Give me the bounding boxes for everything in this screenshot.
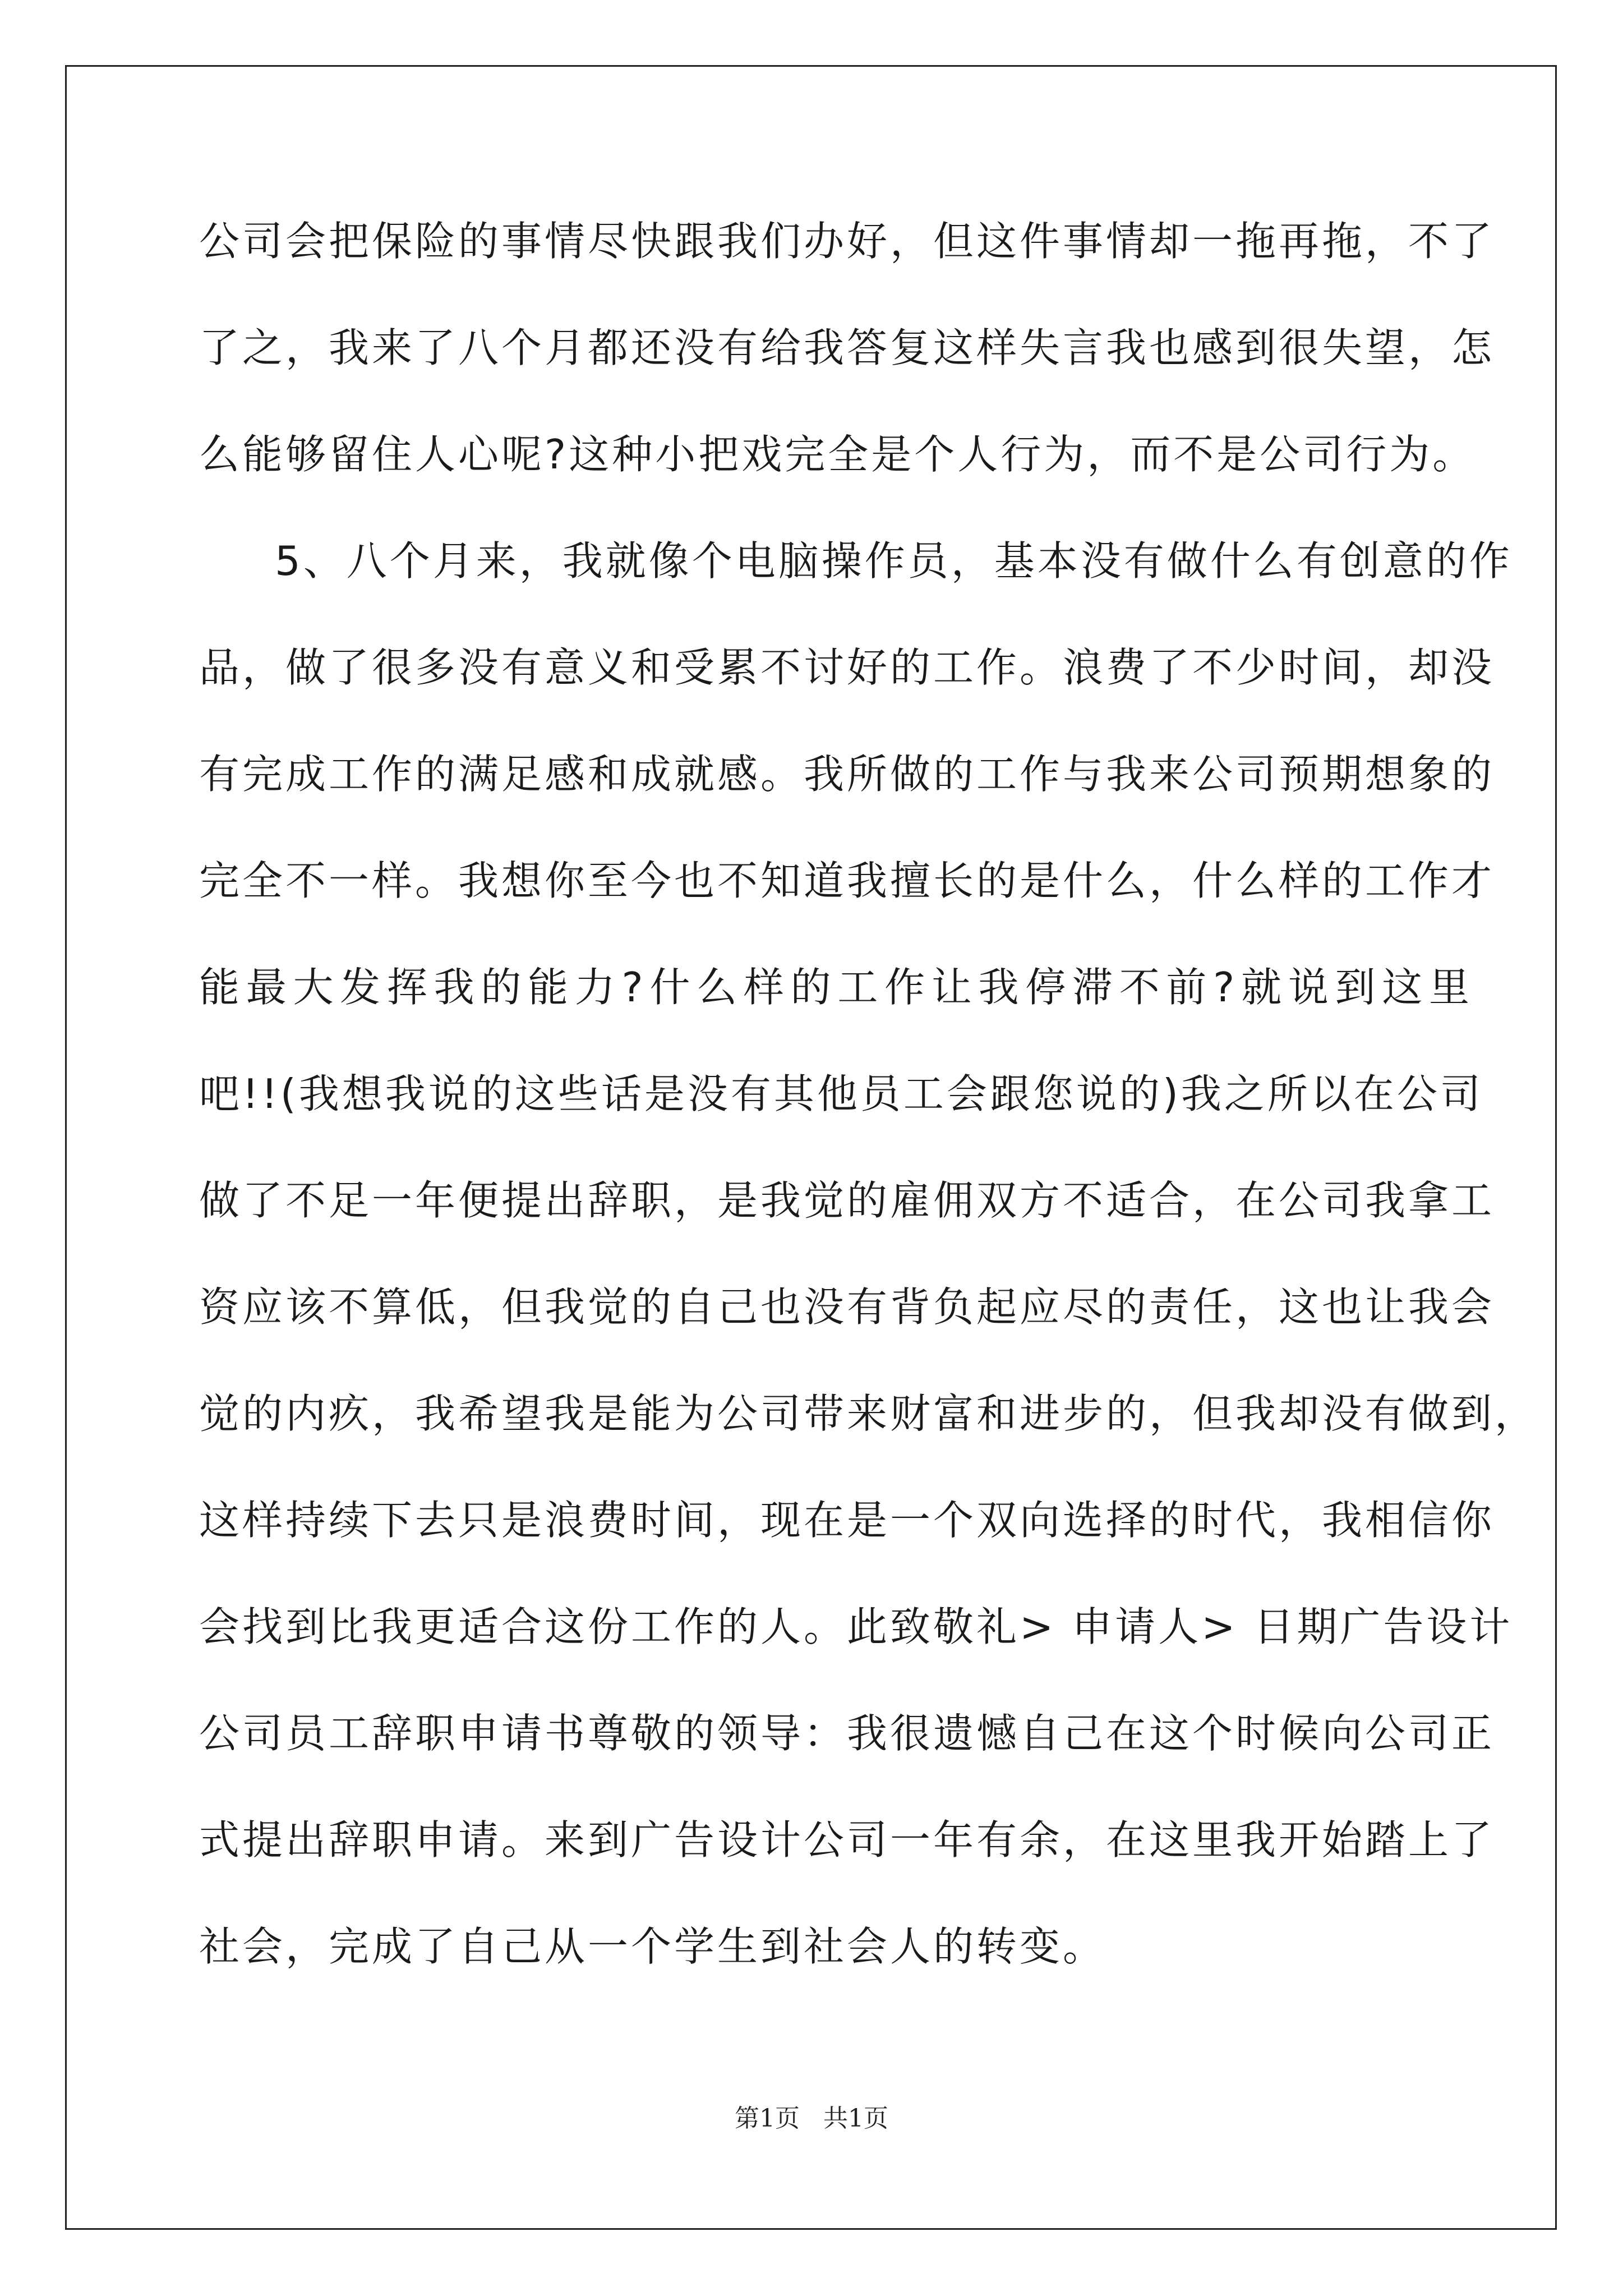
text-line: 资应该不算低，但我觉的自己也没有背负起应尽的责任，这也让我会: [199, 1283, 1495, 1331]
text-line: 能最大发挥我的能力?什么样的工作让我停滞不前?就说到这里: [199, 964, 1472, 1011]
text-line: 公司员工辞职申请书尊敬的领导：我很遗憾自己在这个时候向公司正: [199, 1710, 1495, 1757]
text-line: 会找到比我更适合这份工作的人。此致敬礼> 申请人> 日期广告设计: [199, 1603, 1513, 1650]
text-line: 觉的内疚，我希望我是能为公司带来财富和进步的，但我却没有做到，: [199, 1390, 1538, 1437]
text-line: 么能够留住人心呢?这种小把戏完全是个人行为，而不是公司行为。: [199, 431, 1476, 478]
text-line: 公司会把保险的事情尽快跟我们办好，但这件事情却一拖再拖，不了: [199, 218, 1495, 265]
page-number: 第1页: [735, 2104, 800, 2133]
text-line: 式提出辞职申请。来到广告设计公司一年有余，在这里我开始踏上了: [199, 1816, 1495, 1864]
page-footer: [0, 2098, 1623, 2134]
text-line: 吧!!(我想我说的这些话是没有其他员工会跟您说的)我之所以在公司: [199, 1070, 1483, 1117]
page-total: 共1页: [823, 2104, 888, 2133]
text-line: 这样持续下去只是浪费时间，现在是一个双向选择的时代，我相信你: [199, 1497, 1495, 1544]
text-line: 有完成工作的满足感和成就感。我所做的工作与我来公司预期想象的: [199, 751, 1495, 798]
text-line: 完全不一样。我想你至今也不知道我擅长的是什么，什么样的工作才: [199, 857, 1495, 904]
text-line: 了之，我来了八个月都还没有给我答复这样失言我也感到很失望，怎: [199, 324, 1495, 371]
text-line: 做了不足一年便提出辞职，是我觉的雇佣双方不适合，在公司我拿工: [199, 1177, 1495, 1224]
text-line: 5、八个月来，我就像个电脑操作员，基本没有做什么有创意的作: [275, 537, 1513, 585]
document-body: [199, 210, 1538, 2022]
text-line: 社会，完成了自己从一个学生到社会人的转变。: [199, 1923, 1106, 1970]
text-line: 品，做了很多没有意义和受累不讨好的工作。浪费了不少时间，却没: [199, 644, 1495, 691]
